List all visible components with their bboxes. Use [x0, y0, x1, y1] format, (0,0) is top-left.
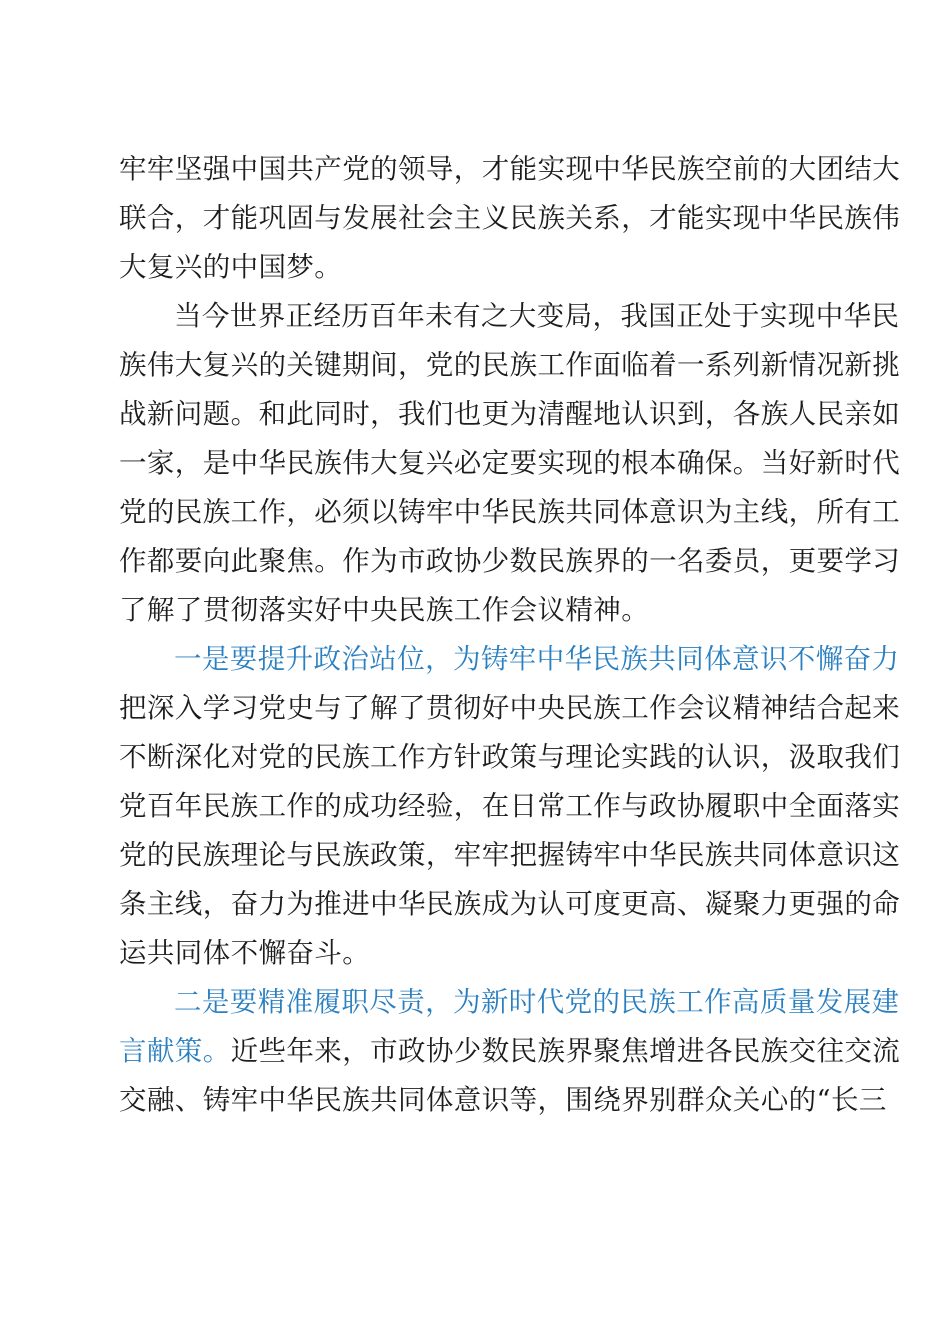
- paragraph-line: 运共同体不懈奋斗。: [119, 937, 371, 969]
- paragraph-line: 一家，是中华民族伟大复兴必定要实现的根本确保。当好新时代: [119, 447, 901, 479]
- section-heading-2: 二是要精准履职尽责，为新时代党的民族工作高质量发展建: [174, 986, 900, 1018]
- paragraph-2: [119, 292, 901, 635]
- section-heading-1: 一是要提升政治站位，为铸牢中华民族共同体意识不懈奋力: [174, 643, 900, 675]
- paragraph-line: 当今世界正经历百年未有之大变局，我国正处于实现中华民: [174, 300, 900, 332]
- paragraph-line: 交融、铸牢中华民族共同体意识等，围绕界别群众关心的“长三: [119, 1084, 887, 1116]
- paragraph-line: [119, 1027, 901, 1076]
- paragraph-line: 条主线，奋力为推进中华民族成为认可度更高、凝聚力更强的命: [119, 888, 901, 920]
- paragraph-line: 联合，才能巩固与发展社会主义民族关系，才能实现中华民族伟: [119, 202, 901, 234]
- paragraph-line: 党百年民族工作的成功经验，在日常工作与政协履职中全面落实: [119, 790, 901, 822]
- paragraph-line: 战新问题。和此同时，我们也更为清醒地认识到，各族人民亲如: [119, 398, 901, 430]
- paragraph-4: [119, 978, 901, 1125]
- paragraph-line: 党的民族理论与民族政策，牢牢把握铸牢中华民族共同体意识这: [119, 839, 901, 871]
- paragraph-line: 大复兴的中国梦。: [119, 251, 343, 283]
- paragraph-3: [119, 635, 901, 978]
- paragraph-line: 把深入学习党史与了解了贯彻好中央民族工作会议精神结合起来: [119, 692, 901, 724]
- paragraph-text: 近些年来，市政协少数民族界聚焦增进各民族交往交流: [230, 1035, 901, 1067]
- paragraph-line: 党的民族工作，必须以铸牢中华民族共同体意识为主线，所有工: [119, 496, 901, 528]
- section-heading-2-end: 言献策。: [119, 1035, 231, 1067]
- paragraph-line: 牢牢坚强中国共产党的领导，才能实现中华民族空前的大团结大: [119, 153, 901, 185]
- paragraph-1: [119, 145, 901, 292]
- paragraph-line: 作都要向此聚焦。作为市政协少数民族界的一名委员，更要学习: [119, 545, 901, 577]
- paragraph-line: 了解了贯彻落实好中央民族工作会议精神。: [119, 594, 650, 626]
- paragraph-line: 不断深化对党的民族工作方针政策与理论实践的认识，汲取我们: [119, 741, 901, 773]
- document-body: [119, 145, 901, 1125]
- paragraph-line: 族伟大复兴的关键期间，党的民族工作面临着一系列新情况新挑: [119, 349, 901, 381]
